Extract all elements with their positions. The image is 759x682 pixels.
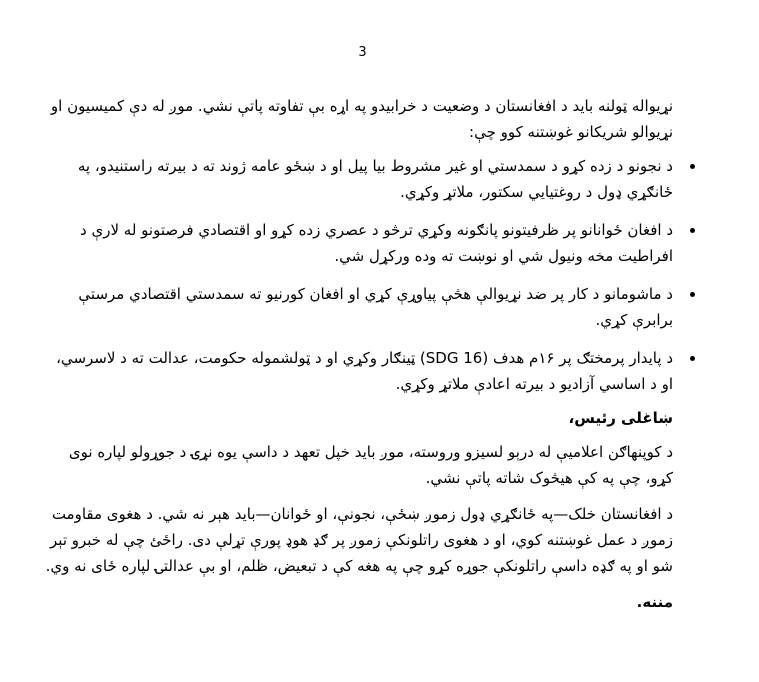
body-paragraph: د کوپنهاګن اعلامیې له درېو لسیزو وروسته، موږ باید خپل تعهد د داسې یوه نړۍ د جوړولو لپاره نوی کړو، چې په کې هیڅوک شاته پاتې نشي. xyxy=(68,443,673,487)
bullet-icon xyxy=(690,356,695,361)
bullet-list xyxy=(40,153,673,397)
intro-paragraph: نړیواله ټولنه باید د افغانستان د وضعیت د خرابیدو په اړه بې تفاوته پاتې نشي. موږ له دې کمیسیون او نړیوالو شریکانو غوښتنه کوو چې: xyxy=(50,97,673,141)
section-heading: ښاغلی رئیس، xyxy=(568,409,673,427)
bullet-icon xyxy=(690,228,695,233)
bullet-item xyxy=(40,217,673,269)
bullet-text: د ماشومانو د کار پر ضد نړیوالې هڅې پیاوړې کړي او افغان کورنیو ته سمدستي اقتصادي مرستې برابرې کړي. xyxy=(78,285,673,329)
closing-text: مننه. xyxy=(636,593,673,611)
bullet-icon xyxy=(690,292,695,297)
page-number: 3 xyxy=(358,45,367,60)
document-body xyxy=(40,93,673,615)
bullet-text: د نجونو د زده کړو د سمدستي او غیر مشروط بیا پیل او د ښځو عامه ژوند ته د بیرته راستنیدو، په ځانګړي ډول د روغتیايي سکتور، ملاتړ وکړي. xyxy=(77,157,673,201)
body-paragraph: د افغانستان خلک—په ځانګړي ډول زموږ ښځې، نجونې، او ځوانان—باید هېر نه شي. د هغوی مقاومت زموږ د عمل غوښتنه کوي، او د هغوی راتلونکې زموږ پر ګډ هوډ پورې تړلې دی. راځئ چې له خبرو تېر شو او په ګډه داسې راتلونکې جوړه کړو چې په هغه کې د تبعیض، ظلم، او بې عدالتۍ لپاره ځای نه وي. xyxy=(45,505,673,575)
bullet-text: د پایدار پرمختګ پر ۱۶م هدف (SDG 16) ټینګار وکړي او د ټولشموله حکومت، عدالت ته د لاسرسي، او د اساسي آزادیو د بیرته اعادې ملاتړ وکړي. xyxy=(56,349,673,393)
bullet-item xyxy=(40,345,673,397)
bullet-text: د افغان ځوانانو پر ظرفیتونو پانګونه وکړي ترڅو د عصري زده کړو او اقتصادي فرصتونو له لارې د افراطیت مخه ونیول شي او نوښت ته وده ورکړل شي. xyxy=(80,221,673,265)
bullet-item xyxy=(40,281,673,333)
bullet-icon xyxy=(690,164,695,169)
bullet-item xyxy=(40,153,673,205)
